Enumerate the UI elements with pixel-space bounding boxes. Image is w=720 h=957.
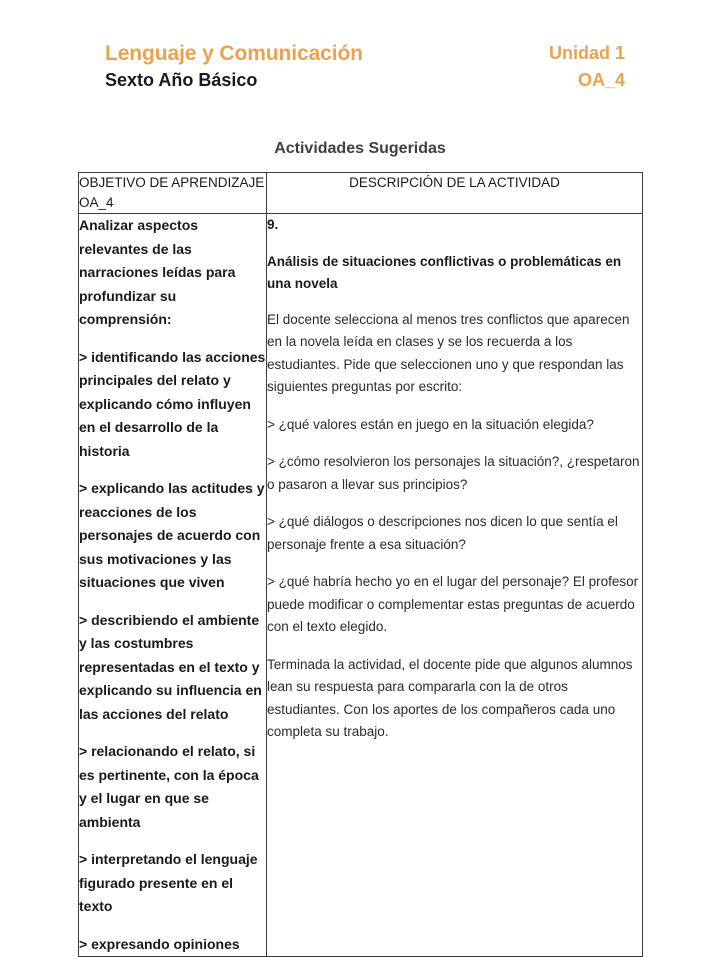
objective-paragraph: > explicando las actitudes y reacciones de los personajes de acuerdo con sus motivaciones y las situaciones que viven (79, 480, 265, 590)
grade-title: Sexto Año Básico (105, 70, 258, 90)
activity-paragraph: Terminada la actividad, el docente pide que algunos alumnos lean su respuesta para compararla con la de otros estudiantes. Con los aportes de los compañeros cada uno completa su trabajo. (267, 656, 633, 739)
activity-paragraph: > ¿qué diálogos o descripciones nos dicen lo que sentía el personaje frente a esa situación? (267, 514, 618, 552)
activities-table (78, 172, 643, 957)
objective-paragraph: Analizar aspectos relevantes de las narraciones leídas para profundizar su comprensión: (79, 217, 236, 327)
unit-label: Unidad 1 (548, 43, 625, 63)
objective-cell (79, 214, 267, 957)
objective-paragraph: > describiendo el ambiente y las costumbres representadas en el texto y explicando su influencia en las acciones del relato (79, 611, 262, 722)
header-right-block (549, 40, 625, 93)
activity-paragraph: El docente selecciona al menos tres conflictos que aparecen en la novela leída en clases y se los recuerda a los estudiantes. Pide que seleccionen uno y que respondan las siguientes preguntas por escrito: (267, 311, 630, 394)
activity-paragraph: > ¿cómo resolvieron los personajes la situación?, ¿respetaron o pasaron a llevar sus principios? (267, 454, 640, 492)
subject-title: Lenguaje y Comunicación (105, 42, 363, 65)
activity-paragraph: > ¿qué habría hecho yo en el lugar del personaje? El profesor puede modificar o complementar estas preguntas de acuerdo con el texto elegido. (267, 574, 639, 634)
objective-paragraph: > identificando las acciones principales del relato y explicando cómo influyen en el desarrollo de la historia (79, 348, 266, 459)
header-left-block (105, 40, 363, 93)
page-title: Actividades Sugeridas (274, 140, 446, 157)
column-header-objective: OBJETIVO DE APRENDIZAJE OA_4 (79, 173, 267, 214)
oa-code-label: OA_4 (577, 70, 625, 90)
table-row (79, 214, 643, 957)
activity-paragraph: > ¿qué valores están en juego en la situación elegida? (267, 416, 594, 432)
objective-paragraph: > interpretando el lenguaje figurado presente en el texto (79, 851, 258, 914)
objective-paragraph: > expresando opiniones (79, 935, 240, 952)
activity-number: 9. (267, 217, 279, 232)
description-cell (267, 214, 643, 957)
document-header (105, 40, 625, 93)
activity-heading: Análisis de situaciones conflictivas o problemáticas en una novela (267, 253, 622, 291)
column-header-description: DESCRIPCIÓN DE LA ACTIVIDAD (267, 173, 643, 214)
table-header-row (79, 173, 643, 214)
objective-paragraph: > relacionando el relato, si es pertinente, con la época y el lugar en que se ambienta (79, 743, 259, 830)
